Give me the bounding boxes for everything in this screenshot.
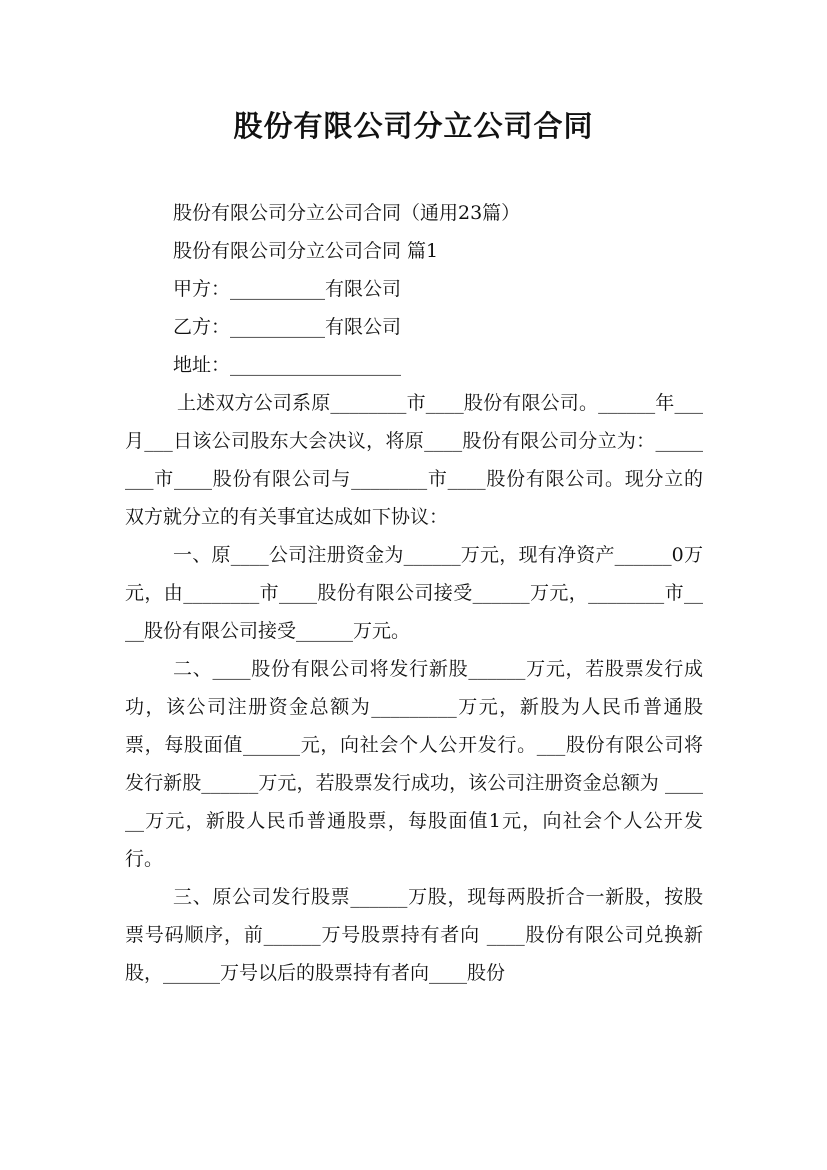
clause-3-paragraph: 三、原公司发行股票______万股，现每两股折合一新股，按股票号码顺序，前______万号股票持有者向 ____股份有限公司兑换新股，______万号以后的股票持有者向____股份	[125, 886, 703, 984]
clause-1-paragraph: 一、原____公司注册资金为______万元，现有净资产______0万元，由________市____股份有限公司接受______万元，________市____股份有限公司接受______万元。	[125, 544, 703, 642]
intro-paragraph: 上述双方公司系原________市____股份有限公司。______年___月___日该公司股东大会决议，将原____股份有限公司分立为：________市____股份有限公司与________市____股份有限公司。现分立的双方就分立的有关事宜达成如下协议：	[125, 392, 703, 528]
party-b-line: 乙方：__________有限公司	[173, 316, 402, 338]
clause-2-paragraph: 二、____股份有限公司将发行新股______万元，若股票发行成功，该公司注册资金总额为_________万元，新股为人民币普通股票，每股面值______元，向社会个人公开发行。___股份有限公司将发行新股______万元，若股票发行成功，该公司注册资金总额为 ______万元，新股人民币普通股票，每股面值1元，向社会个人公开发行。	[125, 658, 703, 870]
address-line: 地址：__________________	[173, 354, 402, 376]
subtitle-line: 股份有限公司分立公司合同（通用23篇）	[173, 202, 521, 224]
document-title: 股份有限公司分立公司合同	[233, 109, 594, 143]
party-a-line: 甲方：__________有限公司	[173, 278, 402, 300]
document-body	[125, 194, 703, 992]
section-heading: 股份有限公司分立公司合同 篇1	[173, 240, 439, 262]
